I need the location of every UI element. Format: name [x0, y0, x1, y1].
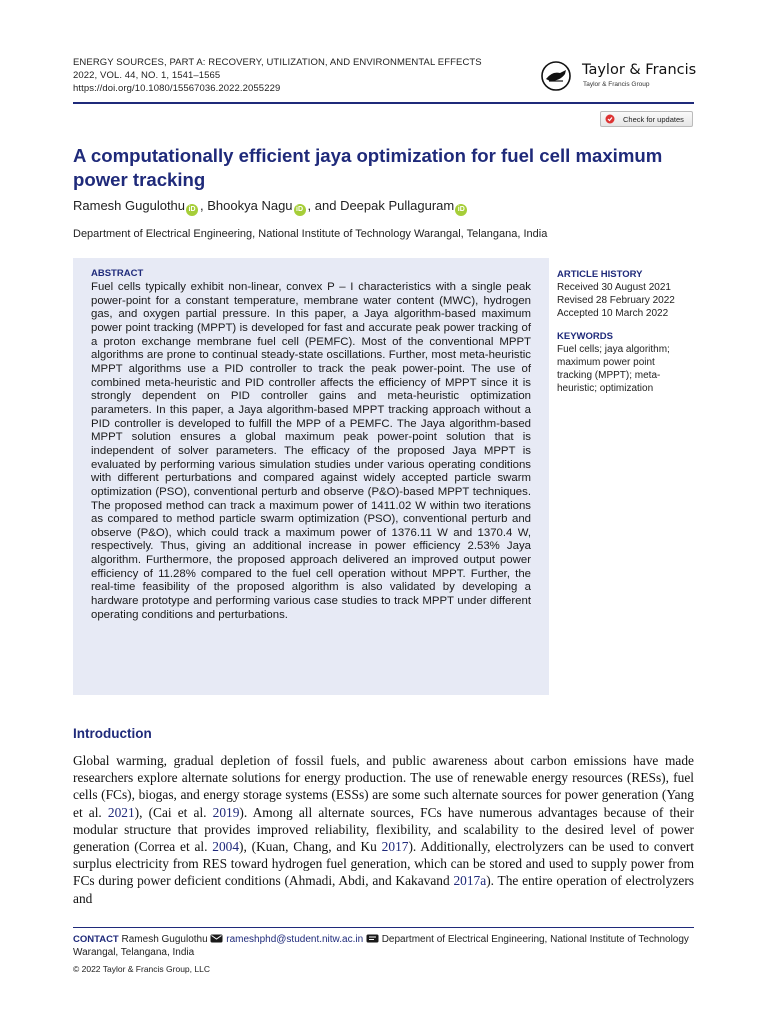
header-divider	[73, 102, 694, 104]
article-history	[557, 268, 675, 320]
author-name[interactable]: Ramesh Gugulothu	[73, 198, 186, 213]
contact-label: CONTACT	[73, 934, 119, 945]
received-date: Received 30 August 2021	[557, 282, 671, 293]
text-run: ), (Cai et al.	[134, 804, 213, 820]
text-run: ), (Kuan, Chang, and Ku	[239, 839, 382, 855]
check-for-updates-button[interactable]	[600, 111, 693, 127]
check-for-updates-label: Check for updates	[623, 115, 684, 124]
text-run: ). The entire operation of electrolyzers and	[73, 873, 694, 906]
journal-header	[73, 56, 482, 95]
section-heading-introduction: Introduction	[73, 726, 152, 741]
footer-divider	[73, 927, 694, 928]
keywords-line: Fuel cells; jaya algorithm;	[557, 344, 670, 355]
author-separator: ,	[200, 198, 208, 213]
publisher-logo	[538, 57, 698, 97]
keywords-line: heuristic; optimization	[557, 383, 654, 394]
author-name[interactable]: Bhookya Nagu	[207, 198, 293, 213]
abstract-heading: ABSTRACT	[91, 268, 144, 279]
keywords	[557, 330, 670, 395]
paper-title: A computationally efficient jaya optimization for fuel cell maximum power tracking	[73, 145, 663, 190]
refresh-badge-icon	[605, 114, 615, 124]
contact-info	[73, 934, 698, 959]
address-icon	[366, 934, 379, 943]
publisher-group: Taylor & Francis Group	[583, 81, 650, 88]
keywords-heading: KEYWORDS	[557, 331, 613, 342]
publisher-name: Taylor & Francis	[582, 62, 697, 78]
text-run: ). Additionally, electrolyzers can be used to convert surplus electricity from RES toward hydrogen fuel generation, which can be stored and used to supply power from FCs during power deficient conditions (Ahmadi, Abdi, and Kakavand	[73, 839, 695, 889]
citation-link[interactable]: 2004	[212, 839, 240, 855]
orcid-icon[interactable]: iD	[294, 204, 306, 216]
citation-link[interactable]: 2019	[212, 804, 240, 820]
contact-name: Ramesh Gugulothu	[118, 934, 211, 945]
citation-link[interactable]: 2017a	[453, 873, 487, 889]
keywords-line: maximum power point	[557, 357, 655, 368]
keywords-line: tracking (MPPT); meta-	[557, 370, 661, 381]
citation-link[interactable]: 2017	[381, 839, 409, 855]
abstract-text: Fuel cells typically exhibit non-linear, convex P – I characteristics with a single peak power-point for a constant temperature, membrane water content (MWC), hydrogen gas, and oxygen partial pressure. In this paper, a Jaya algorithm-based maximum power point tracking (MPPT) is developed for fast and accurate peak power tracking of a proton exchange membrane fuel cell (PEMFC). Most of the conventional MPPT algorithms are prone to continual steady-state oscillations. Further, most meta-heuristic MPPT algorithms use a PID controller to track the peak power-point. The use of combined meta-heuristic and PID controller affects the efficiency of MPPT since it is strongly dependent on PID controller gains and meta-heuristic optimization parameters. In this paper, a Jaya algorithm-based MPPT tracking approach without a PID controller is developed to fulfill the MPP of a PEMFC. The Jaya algorithm-based MPPT solution ensures a global maximum peak power-point solution that is independent of solver parameters. The efficacy of the proposed Jaya MPPT is evaluated by performing various simulation studies under various operating conditions with different perturbations and compared against widely accepted particle swarm optimization (PSO), conventional perturb and observe (P&O)-based MPPT techniques. The proposed method can track a maximum power of 1411.02 W within two iterations as compared to method particle swarm optimization (PSO), conventional perturb and observe (P&O), which could track a maximum power of 1376.11 W and 1370.4 W, respectively. Thus, giving an additional increase in power efficiency 2.53% Jaya algorithm. Furthermore, the proposed approach delivered an improved output power efficiency of 11.28% compared to the fuel cell operation without MPPT. Further, the real-time feasibility of the proposed algorithm is also validated by developing a hardware prototype and performing various case studies to track MPPT under different operating conditions and perturbations.	[91, 281, 531, 621]
revised-date: Revised 28 February 2022	[557, 295, 675, 306]
accepted-date: Accepted 10 March 2022	[557, 308, 669, 319]
copyright: © 2022 Taylor & Francis Group, LLC	[73, 964, 210, 974]
text-run: ). Among all alternate sources, FCs have numerous advantages because of their modular structure that provides improved reliability, flexibility, and scalability to the desired level of power generation (Correa et al.	[73, 804, 694, 855]
introduction-paragraph	[73, 752, 694, 907]
text-run: Global warming, gradual depletion of fossil fuels, and public awareness about carbon emissions have made researchers explore alternate solutions for energy production. The use of renewable energy resources (RESs), fuel cells (FCs), biogas, and energy storage systems (ESSs) are some such alternate sources for power generation (Yang et al.	[73, 753, 694, 820]
article-history-heading: ARTICLE HISTORY	[557, 269, 643, 280]
doi-link[interactable]: https://doi.org/10.1080/15567036.2022.2055229	[73, 83, 281, 94]
lamp-logo-icon	[538, 59, 574, 91]
author-list	[73, 198, 469, 216]
email-icon	[210, 934, 223, 943]
author-name[interactable]: Deepak Pullaguram	[340, 198, 455, 213]
journal-name: ENERGY SOURCES, PART A: RECOVERY, UTILIZATION, AND ENVIRONMENTAL EFFECTS	[73, 57, 482, 68]
affiliation: Department of Electrical Engineering, National Institute of Technology Warangal, Telangana, India	[73, 228, 548, 240]
orcid-icon[interactable]: iD	[186, 204, 198, 216]
journal-volume: 2022, VOL. 44, NO. 1, 1541–1565	[73, 70, 221, 81]
orcid-icon[interactable]: iD	[455, 204, 467, 216]
citation-link[interactable]: 2021	[107, 804, 135, 820]
contact-email-link[interactable]: rameshphd@student.nitw.ac.in	[226, 934, 364, 945]
author-separator: , and	[307, 198, 341, 213]
contact-address: Department of Electrical Engineering, National Institute of Technology Warangal, Telangana, India	[73, 934, 689, 958]
